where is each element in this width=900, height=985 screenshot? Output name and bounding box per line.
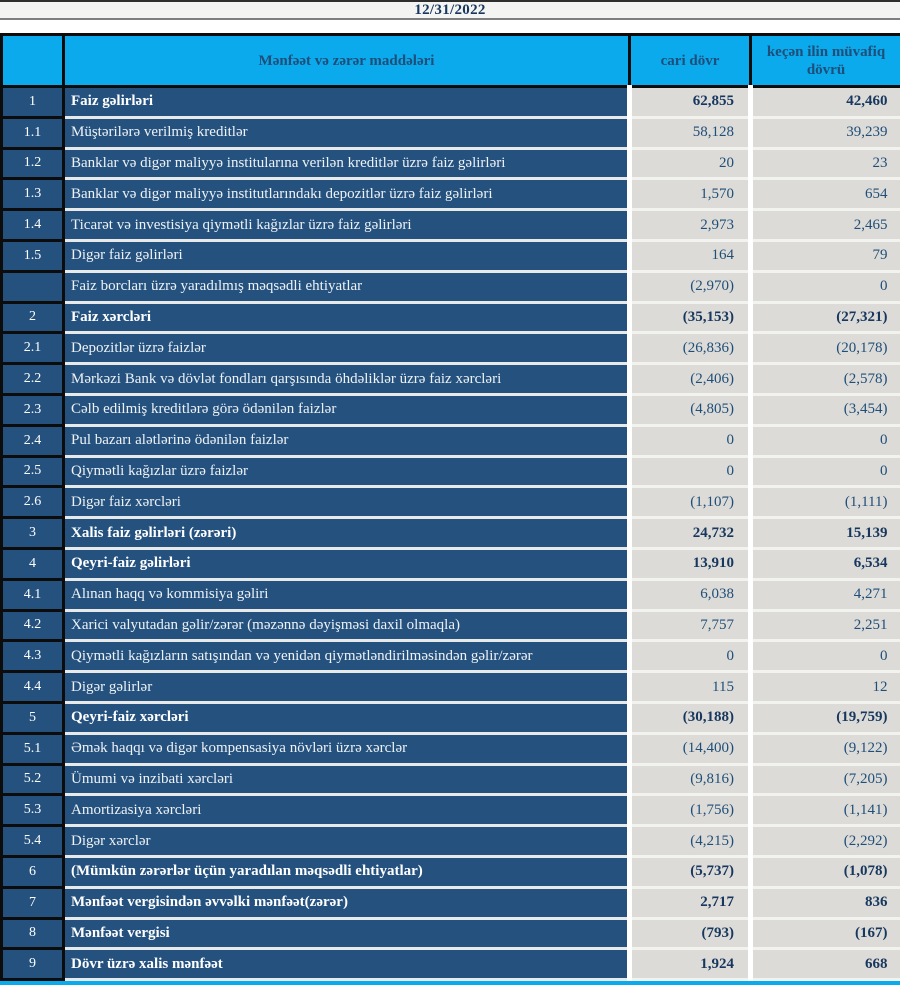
bottom-blue-bar bbox=[0, 981, 900, 985]
value-previous-cell: 2,465 bbox=[751, 210, 900, 241]
report-date-band bbox=[0, 2, 900, 18]
table-row bbox=[2, 579, 900, 610]
row-number-cell: 8 bbox=[2, 918, 64, 949]
value-current-cell: 62,855 bbox=[630, 87, 751, 118]
value-current-cell: (30,188) bbox=[630, 702, 751, 733]
value-current-cell: (26,836) bbox=[630, 333, 751, 364]
row-number-cell: 2.4 bbox=[2, 425, 64, 456]
row-number-cell: 4.2 bbox=[2, 610, 64, 641]
value-previous-cell: 0 bbox=[751, 641, 900, 672]
value-previous-cell: (19,759) bbox=[751, 702, 900, 733]
row-number-cell: 5.1 bbox=[2, 733, 64, 764]
table-row bbox=[2, 610, 900, 641]
value-current-cell: (2,970) bbox=[630, 271, 751, 302]
row-number-cell: 9 bbox=[2, 949, 64, 980]
row-number-cell: 5.4 bbox=[2, 826, 64, 857]
value-previous-cell: 2,251 bbox=[751, 610, 900, 641]
value-previous-cell: 0 bbox=[751, 271, 900, 302]
row-label-cell: Qiymətli kağızlar üzrə faizlər bbox=[64, 456, 630, 487]
row-number-cell: 5 bbox=[2, 702, 64, 733]
row-label-cell: Ümumi və inzibati xərcləri bbox=[64, 764, 630, 795]
row-label-cell: Digər xərclər bbox=[64, 826, 630, 857]
row-number-cell: 3 bbox=[2, 518, 64, 549]
profit-loss-table bbox=[0, 33, 900, 981]
value-previous-cell: (3,454) bbox=[751, 394, 900, 425]
row-number-cell: 5.2 bbox=[2, 764, 64, 795]
value-current-cell: 2,973 bbox=[630, 210, 751, 241]
row-label-cell: Faiz borcları üzrə yaradılmış məqsədli ehtiyatlar bbox=[64, 271, 630, 302]
table-row bbox=[2, 733, 900, 764]
value-current-cell: (5,737) bbox=[630, 856, 751, 887]
row-label-cell: Qeyri-faiz gəlirləri bbox=[64, 548, 630, 579]
table-row bbox=[2, 918, 900, 949]
value-previous-cell: (7,205) bbox=[751, 764, 900, 795]
row-number-cell: 4 bbox=[2, 548, 64, 579]
row-label-cell: Xalis faiz gəlirləri (zərəri) bbox=[64, 518, 630, 549]
table-row bbox=[2, 210, 900, 241]
row-label-cell: Alınan haqq və kommisiya gəliri bbox=[64, 579, 630, 610]
row-label-cell: Dövr üzrə xalis mənfəət bbox=[64, 949, 630, 980]
row-label-cell: Banklar və digər maliyyə institutlarındakı depozitlər üzrə faiz gəlirləri bbox=[64, 179, 630, 210]
value-previous-cell: (2,292) bbox=[751, 826, 900, 857]
value-previous-cell: 654 bbox=[751, 179, 900, 210]
table-row bbox=[2, 702, 900, 733]
value-current-cell: (35,153) bbox=[630, 302, 751, 333]
row-label-cell: (Mümkün zərərlər üçün yaradılan məqsədli ehtiyatlar) bbox=[64, 856, 630, 887]
table-row bbox=[2, 364, 900, 395]
table-row bbox=[2, 425, 900, 456]
table-row bbox=[2, 487, 900, 518]
row-number-cell: 4.1 bbox=[2, 579, 64, 610]
value-previous-cell: 42,460 bbox=[751, 87, 900, 118]
value-current-cell: 58,128 bbox=[630, 117, 751, 148]
value-previous-cell: 668 bbox=[751, 949, 900, 980]
table-row bbox=[2, 148, 900, 179]
row-number-cell: 2.6 bbox=[2, 487, 64, 518]
value-current-cell: (14,400) bbox=[630, 733, 751, 764]
row-number-cell: 5.3 bbox=[2, 795, 64, 826]
value-current-cell: 7,757 bbox=[630, 610, 751, 641]
table-row bbox=[2, 672, 900, 703]
table-row bbox=[2, 179, 900, 210]
value-previous-cell: (20,178) bbox=[751, 333, 900, 364]
table-row bbox=[2, 949, 900, 980]
value-previous-cell: (2,578) bbox=[751, 364, 900, 395]
items-column-header: Mənfəət və zərər maddələri bbox=[64, 35, 630, 87]
value-previous-cell: 836 bbox=[751, 887, 900, 918]
table-row bbox=[2, 518, 900, 549]
row-number-cell: 2.2 bbox=[2, 364, 64, 395]
row-label-cell: Amortizasiya xərcləri bbox=[64, 795, 630, 826]
value-previous-cell: 0 bbox=[751, 425, 900, 456]
previous-period-column-header: keçən ilin müvafiq dövrü bbox=[751, 35, 900, 87]
value-previous-cell: 0 bbox=[751, 456, 900, 487]
row-number-cell: 1.4 bbox=[2, 210, 64, 241]
value-current-cell: 1,570 bbox=[630, 179, 751, 210]
report-date: 12/31/2022 bbox=[414, 2, 486, 18]
value-current-cell: 2,717 bbox=[630, 887, 751, 918]
value-previous-cell: (1,078) bbox=[751, 856, 900, 887]
value-previous-cell: (27,321) bbox=[751, 302, 900, 333]
value-previous-cell: (1,141) bbox=[751, 795, 900, 826]
row-label-cell: Pul bazarı alətlərinə ödənilən faizlər bbox=[64, 425, 630, 456]
current-period-column-header: cari dövr bbox=[630, 35, 751, 87]
value-current-cell: 6,038 bbox=[630, 579, 751, 610]
row-number-cell: 2.1 bbox=[2, 333, 64, 364]
row-number-cell: 1.2 bbox=[2, 148, 64, 179]
row-label-cell: Digər faiz xərcləri bbox=[64, 487, 630, 518]
value-current-cell: 0 bbox=[630, 456, 751, 487]
value-current-cell: (793) bbox=[630, 918, 751, 949]
value-previous-cell: 79 bbox=[751, 240, 900, 271]
row-label-cell: Faiz gəlirləri bbox=[64, 87, 630, 118]
value-previous-cell: (1,111) bbox=[751, 487, 900, 518]
table-row bbox=[2, 302, 900, 333]
row-label-cell: Ticarət və investisiya qiymətli kağızlar üzrə faiz gəlirləri bbox=[64, 210, 630, 241]
row-label-cell: Depozitlər üzrə faizlər bbox=[64, 333, 630, 364]
value-previous-cell: 23 bbox=[751, 148, 900, 179]
table-row bbox=[2, 887, 900, 918]
table-row bbox=[2, 764, 900, 795]
table-row bbox=[2, 117, 900, 148]
table-row bbox=[2, 394, 900, 425]
row-label-cell: Mənfəət vergisi bbox=[64, 918, 630, 949]
table-row bbox=[2, 641, 900, 672]
table-row bbox=[2, 456, 900, 487]
value-previous-cell: 12 bbox=[751, 672, 900, 703]
row-number-cell: 2.5 bbox=[2, 456, 64, 487]
row-number-cell: 2 bbox=[2, 302, 64, 333]
value-previous-cell: (9,122) bbox=[751, 733, 900, 764]
row-number-cell: 1 bbox=[2, 87, 64, 118]
table-row bbox=[2, 856, 900, 887]
table-row bbox=[2, 548, 900, 579]
value-previous-cell: 39,239 bbox=[751, 117, 900, 148]
table-row bbox=[2, 795, 900, 826]
value-previous-cell: 6,534 bbox=[751, 548, 900, 579]
value-current-cell: (1,107) bbox=[630, 487, 751, 518]
row-label-cell: Xarici valyutadan gəlir/zərər (məzənnə dəyişməsi daxil olmaqla) bbox=[64, 610, 630, 641]
value-previous-cell: 4,271 bbox=[751, 579, 900, 610]
value-current-cell: 1,924 bbox=[630, 949, 751, 980]
row-number-cell: 6 bbox=[2, 856, 64, 887]
row-number-cell: 7 bbox=[2, 887, 64, 918]
value-current-cell: 24,732 bbox=[630, 518, 751, 549]
row-label-cell: Mərkəzi Bank və dövlət fondları qarşısında öhdəliklər üzrə faiz xərcləri bbox=[64, 364, 630, 395]
value-current-cell: (2,406) bbox=[630, 364, 751, 395]
row-number-cell: 2.3 bbox=[2, 394, 64, 425]
row-label-cell: Müştərilərə verilmiş kreditlər bbox=[64, 117, 630, 148]
table-row bbox=[2, 87, 900, 118]
value-current-cell: (9,816) bbox=[630, 764, 751, 795]
row-number-cell: 4.4 bbox=[2, 672, 64, 703]
row-label-cell: Mənfəət vergisindən əvvəlki mənfəət(zərər) bbox=[64, 887, 630, 918]
row-number-cell bbox=[2, 271, 64, 302]
table-row bbox=[2, 240, 900, 271]
value-previous-cell: 15,139 bbox=[751, 518, 900, 549]
header-gap bbox=[0, 20, 900, 33]
row-label-cell: Faiz xərcləri bbox=[64, 302, 630, 333]
value-current-cell: (4,805) bbox=[630, 394, 751, 425]
value-current-cell: 13,910 bbox=[630, 548, 751, 579]
corner-header-cell bbox=[2, 35, 64, 87]
row-number-cell: 4.3 bbox=[2, 641, 64, 672]
value-current-cell: 20 bbox=[630, 148, 751, 179]
row-label-cell: Qeyri-faiz xərcləri bbox=[64, 702, 630, 733]
value-current-cell: (4,215) bbox=[630, 826, 751, 857]
value-current-cell: 164 bbox=[630, 240, 751, 271]
value-current-cell: (1,756) bbox=[630, 795, 751, 826]
row-number-cell: 1.1 bbox=[2, 117, 64, 148]
table-header-row bbox=[2, 35, 900, 87]
value-current-cell: 0 bbox=[630, 425, 751, 456]
row-label-cell: Digər gəlirlər bbox=[64, 672, 630, 703]
row-label-cell: Digər faiz gəlirləri bbox=[64, 240, 630, 271]
row-label-cell: Banklar və digər maliyyə institularına verilən kreditlər üzrə faiz gəlirləri bbox=[64, 148, 630, 179]
table-row bbox=[2, 333, 900, 364]
value-previous-cell: (167) bbox=[751, 918, 900, 949]
row-label-cell: Qiymətli kağızların satışından və yenidən qiymətləndirilməsindən gəlir/zərər bbox=[64, 641, 630, 672]
value-current-cell: 115 bbox=[630, 672, 751, 703]
row-label-cell: Cəlb edilmiş kreditlərə görə ödənilən faizlər bbox=[64, 394, 630, 425]
row-number-cell: 1.5 bbox=[2, 240, 64, 271]
table-row bbox=[2, 826, 900, 857]
value-current-cell: 0 bbox=[630, 641, 751, 672]
row-label-cell: Əmək haqqı və digər kompensasiya növləri üzrə xərclər bbox=[64, 733, 630, 764]
table-row bbox=[2, 271, 900, 302]
row-number-cell: 1.3 bbox=[2, 179, 64, 210]
